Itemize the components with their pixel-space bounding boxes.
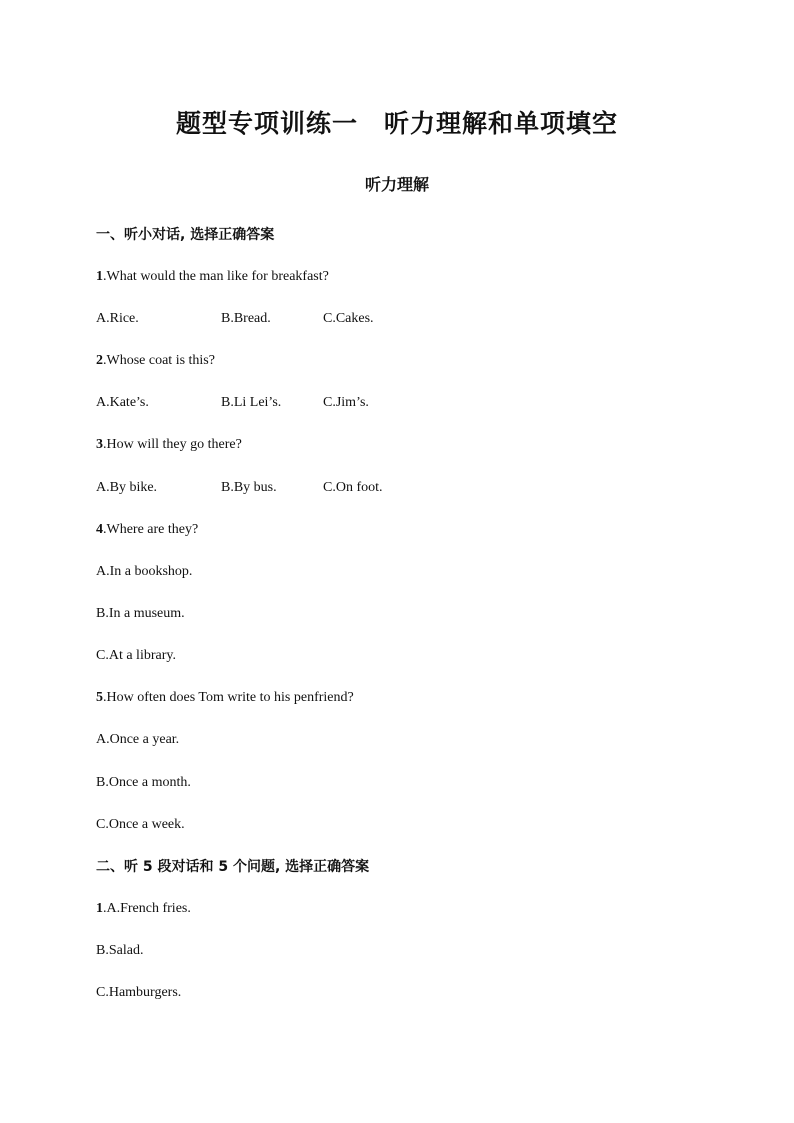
option-b: B.Bread. xyxy=(221,311,271,326)
section2-question-1-option-b: B.Salad. xyxy=(96,943,144,958)
option-a: A.By bike. xyxy=(96,480,158,495)
page-title: 题型专项训练一 听力理解和单项填空 xyxy=(175,109,618,138)
question-2 xyxy=(96,352,215,370)
question-text: .How will they go there? xyxy=(103,437,242,452)
question-1 xyxy=(96,268,329,286)
option-c: C.Cakes. xyxy=(323,311,374,326)
question-4-option-c: C.At a library. xyxy=(96,648,176,663)
question-number: 1 xyxy=(96,269,103,284)
question-5-option-a: A.Once a year. xyxy=(96,732,180,747)
question-5 xyxy=(96,689,354,707)
section2-heading: 二、听 5 段对话和 5 个问题, 选择正确答案 xyxy=(96,859,370,875)
question-1-options xyxy=(96,310,516,328)
question-3 xyxy=(96,436,242,454)
question-text: .How often does Tom write to his penfriend? xyxy=(103,690,354,705)
option-b: B.By bus. xyxy=(221,480,277,495)
question-number: 1 xyxy=(96,901,103,916)
question-text: .What would the man like for breakfast? xyxy=(103,269,329,284)
question-5-option-c: C.Once a week. xyxy=(96,817,185,832)
section1-heading: 一、听小对话, 选择正确答案 xyxy=(96,227,275,243)
section2-question-1 xyxy=(96,900,191,918)
option-c: C.On foot. xyxy=(323,480,383,495)
question-text: .Where are they? xyxy=(103,522,199,537)
option-c: C.Jim’s. xyxy=(323,395,369,410)
option-a: A.Rice. xyxy=(96,311,139,326)
question-number: 4 xyxy=(96,522,103,537)
question-4-option-a: A.In a bookshop. xyxy=(96,564,193,579)
section2-question-1-option-c: C.Hamburgers. xyxy=(96,985,182,1000)
option-a: A.Kate’s. xyxy=(96,395,149,410)
question-3-options xyxy=(96,479,516,497)
question-4 xyxy=(96,521,198,539)
question-number: 5 xyxy=(96,690,103,705)
question-text: .A.French fries. xyxy=(103,901,191,916)
option-b: B.Li Lei’s. xyxy=(221,395,282,410)
question-5-option-b: B.Once a month. xyxy=(96,775,191,790)
question-text: .Whose coat is this? xyxy=(103,353,215,368)
question-number: 2 xyxy=(96,353,103,368)
question-2-options xyxy=(96,394,516,412)
question-number: 3 xyxy=(96,437,103,452)
question-4-option-b: B.In a museum. xyxy=(96,606,185,621)
section-subtitle: 听力理解 xyxy=(364,175,429,194)
